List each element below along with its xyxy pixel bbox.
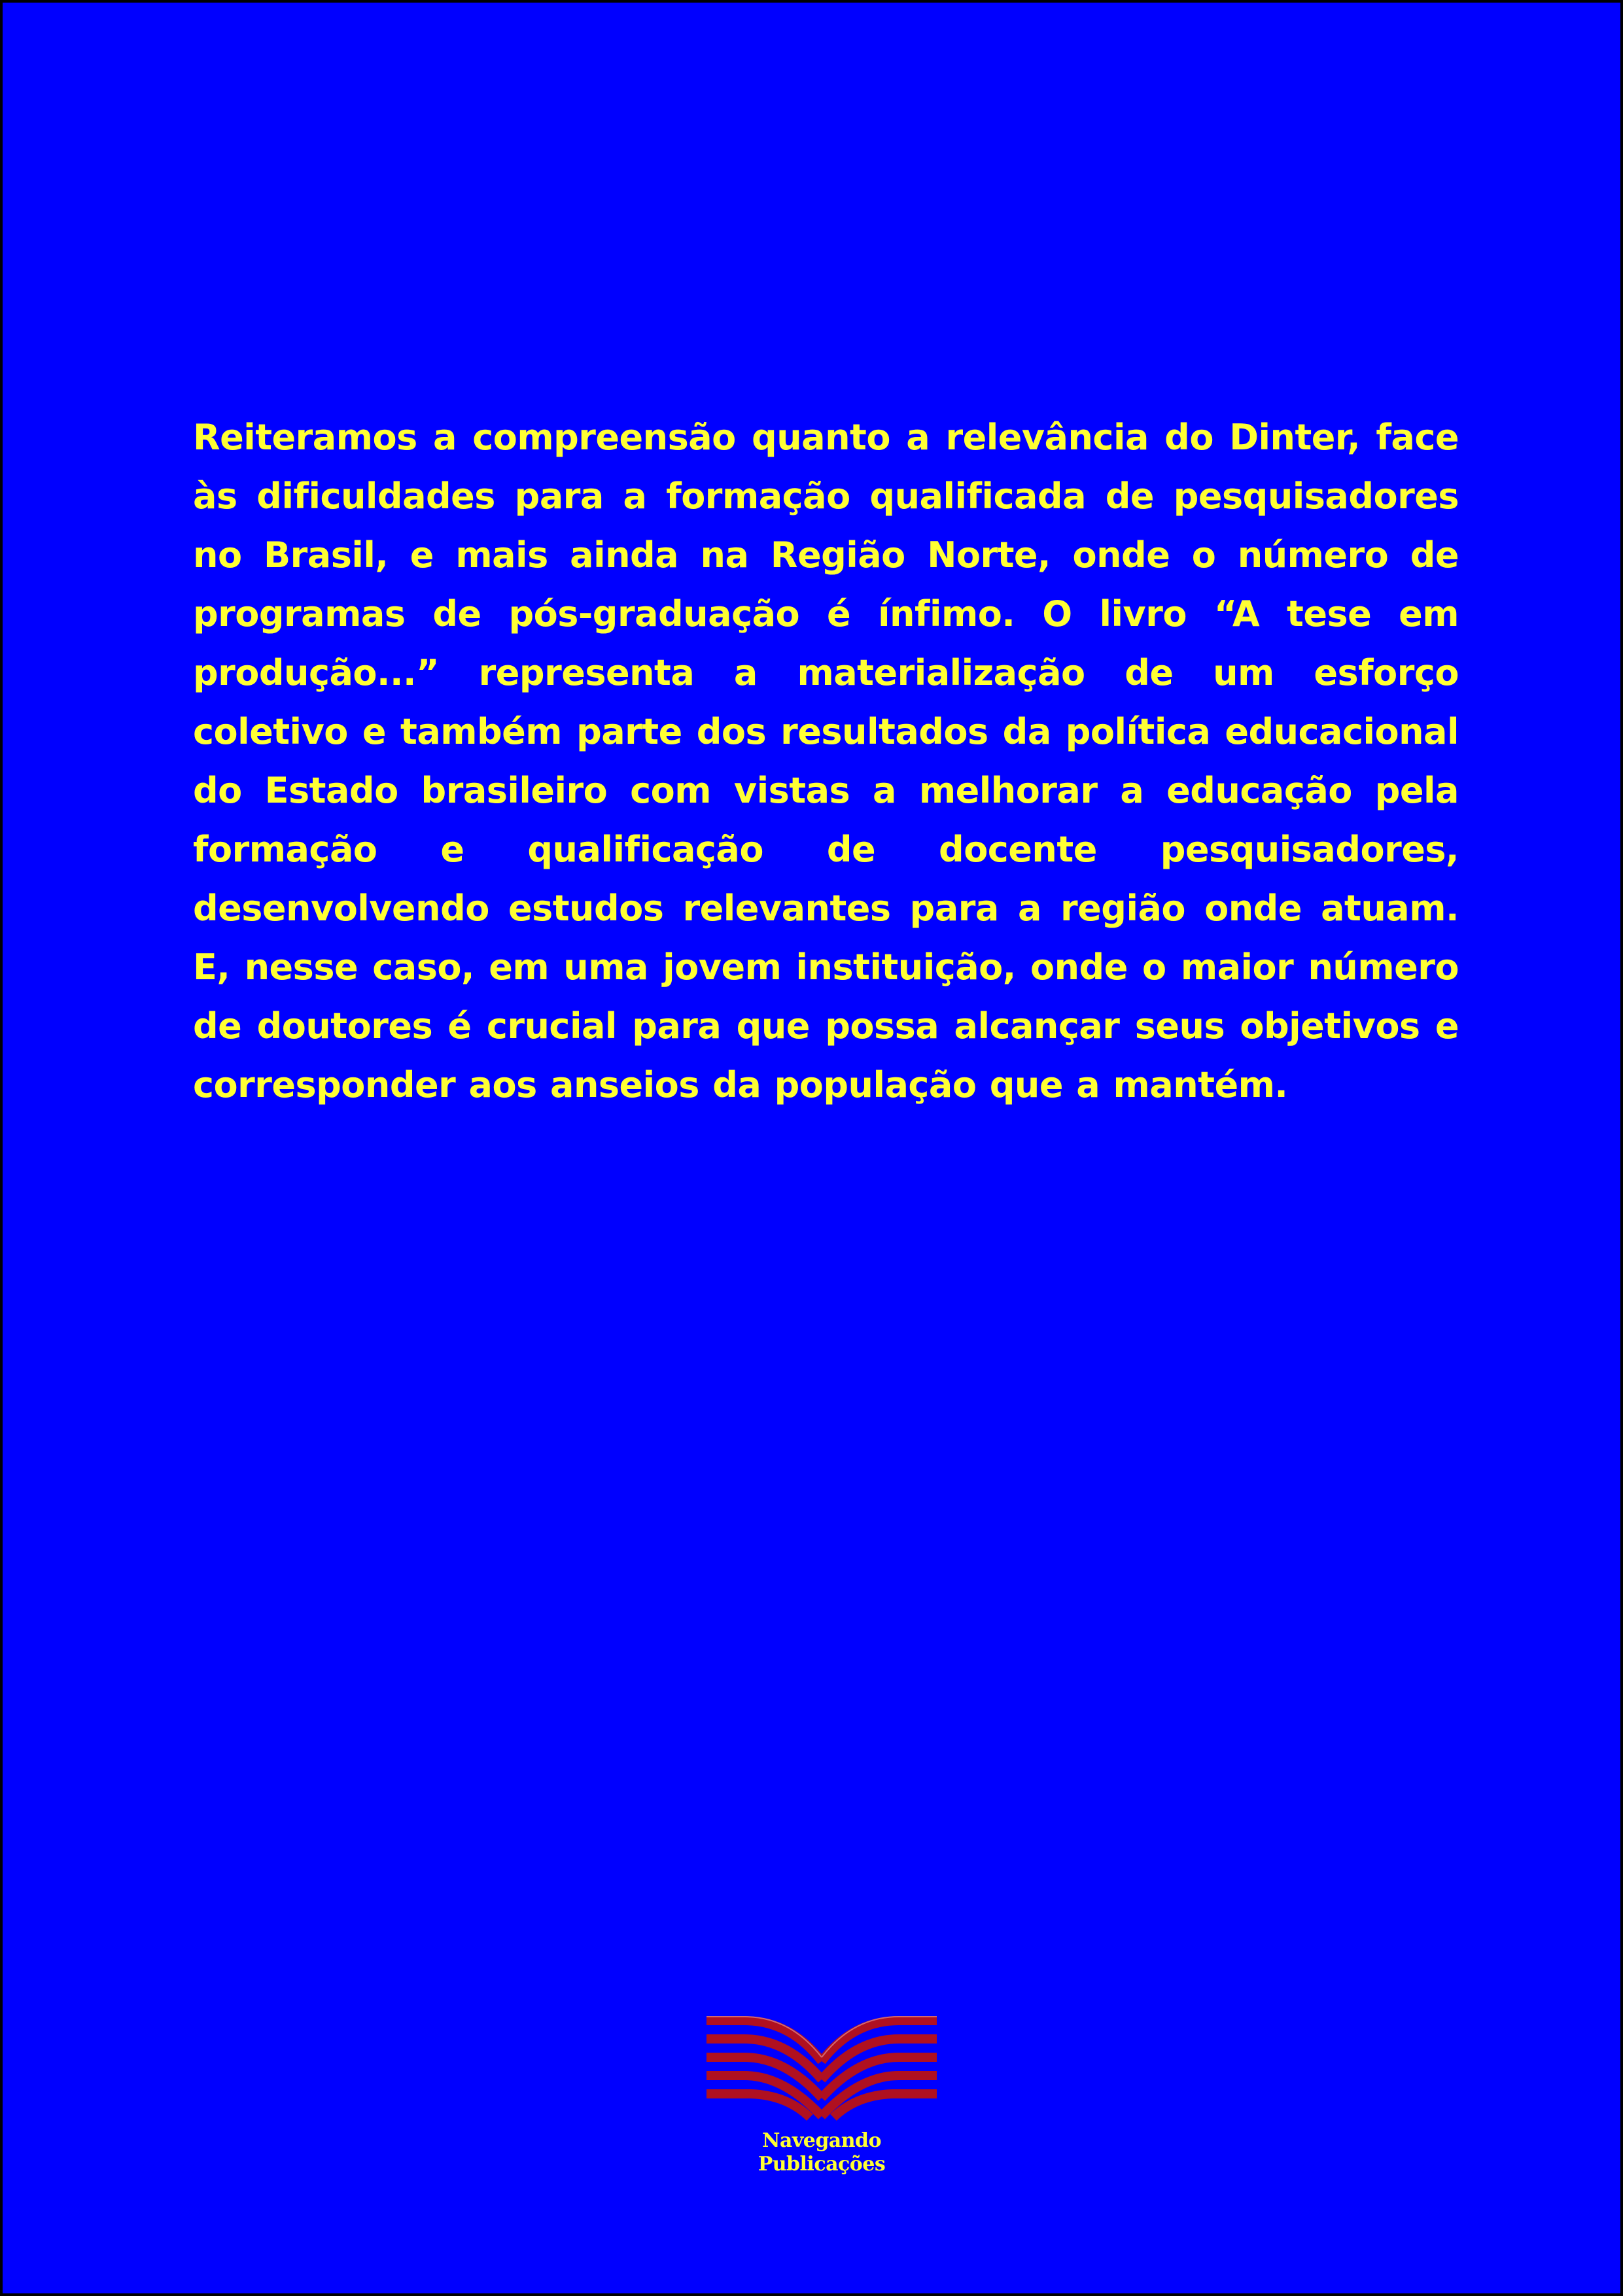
publisher-name: Navegando Publicações — [758, 2129, 886, 2176]
publisher-logo — [697, 2014, 946, 2176]
back-cover — [3, 3, 1620, 2293]
cover-blurb: Reiteramos a compreensão quanto a relevância do Dinter, face às dificuldades para a formação qualificada de pesquisadores no Brasil, e mais ainda na Região Norte, onde o número de programas de pós-graduação é ínfimo. O livro “A tese em produção...” representa a materialização de um esforço coletivo e também parte dos resultados da política educacional do Estado brasileiro com vistas a melhorar a educação pela formação e qualificação de docente pesquisadores, desenvolvendo estudos relevantes para a região onde atuam. E, nesse caso, em uma jovem instituição, onde o maior número de doutores é crucial para que possa alcançar seus objetivos e corresponder aos anseios da população que a mantém. — [193, 417, 1459, 1105]
open-book-waves-icon — [705, 2014, 938, 2125]
